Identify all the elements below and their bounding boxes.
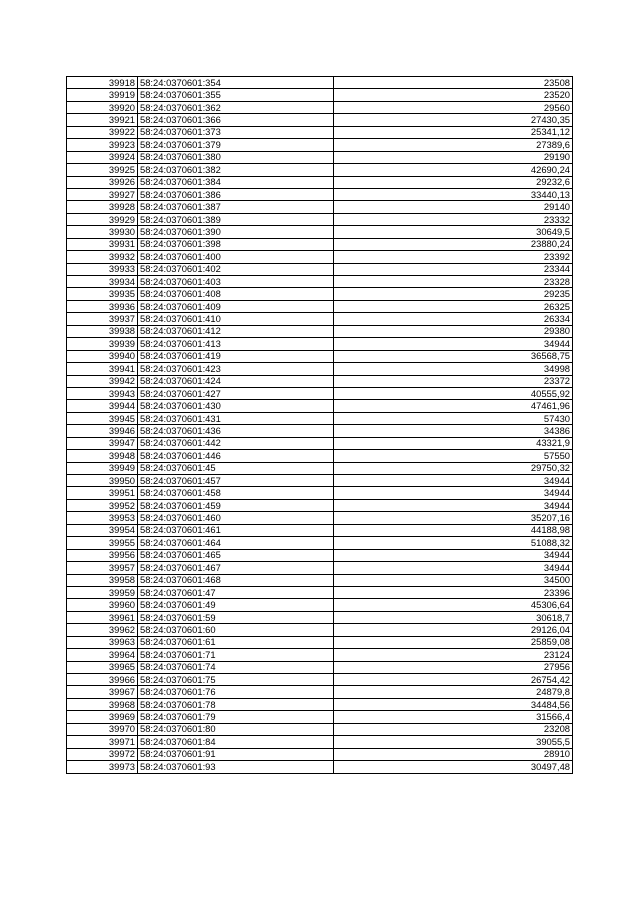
cadastral-number-cell: 58:24:0370601:78 xyxy=(138,698,334,710)
table-row xyxy=(67,400,573,412)
table-row xyxy=(67,188,573,200)
table-row xyxy=(67,524,573,536)
table-row xyxy=(67,387,573,399)
cadastral-value-cell: 26325 xyxy=(334,300,573,312)
cadastral-value-cell: 27430,35 xyxy=(334,114,573,126)
table-row xyxy=(67,686,573,698)
cadastral-value-cell: 51088,32 xyxy=(334,537,573,549)
row-number-cell: 39955 xyxy=(67,537,138,549)
table-row xyxy=(67,238,573,250)
table-row xyxy=(67,226,573,238)
cadastral-number-cell: 58:24:0370601:390 xyxy=(138,226,334,238)
cadastral-number-cell: 58:24:0370601:409 xyxy=(138,300,334,312)
cadastral-value-cell: 34944 xyxy=(334,562,573,574)
table-row xyxy=(67,176,573,188)
cadastral-number-cell: 58:24:0370601:457 xyxy=(138,475,334,487)
row-number-cell: 39966 xyxy=(67,674,138,686)
cadastral-number-cell: 58:24:0370601:61 xyxy=(138,636,334,648)
cadastral-value-cell: 23392 xyxy=(334,251,573,263)
cadastral-number-cell: 58:24:0370601:355 xyxy=(138,89,334,101)
table-row xyxy=(67,624,573,636)
table-row xyxy=(67,723,573,735)
cadastral-value-cell: 31566,4 xyxy=(334,711,573,723)
cadastral-value-cell: 25859,08 xyxy=(334,636,573,648)
cadastral-number-cell: 58:24:0370601:362 xyxy=(138,101,334,113)
cadastral-number-cell: 58:24:0370601:403 xyxy=(138,276,334,288)
cadastral-value-cell: 35207,16 xyxy=(334,512,573,524)
cadastral-value-cell: 34484,56 xyxy=(334,698,573,710)
row-number-cell: 39972 xyxy=(67,748,138,760)
cadastral-number-cell: 58:24:0370601:442 xyxy=(138,437,334,449)
cadastral-value-cell: 42690,24 xyxy=(334,164,573,176)
table-row xyxy=(67,375,573,387)
cadastral-number-cell: 58:24:0370601:400 xyxy=(138,251,334,263)
table-row xyxy=(67,126,573,138)
table-row xyxy=(67,313,573,325)
cadastral-number-cell: 58:24:0370601:408 xyxy=(138,288,334,300)
table-row xyxy=(67,201,573,213)
table-row xyxy=(67,748,573,760)
table-row xyxy=(67,437,573,449)
cadastral-number-cell: 58:24:0370601:465 xyxy=(138,549,334,561)
row-number-cell: 39932 xyxy=(67,251,138,263)
table-row xyxy=(67,251,573,263)
cadastral-value-cell: 33440,13 xyxy=(334,188,573,200)
table-row xyxy=(67,674,573,686)
table-row xyxy=(67,412,573,424)
cadastral-number-cell: 58:24:0370601:430 xyxy=(138,400,334,412)
cadastral-value-cell: 30618,7 xyxy=(334,611,573,623)
row-number-cell: 39969 xyxy=(67,711,138,723)
table-row xyxy=(67,499,573,511)
table-row xyxy=(67,487,573,499)
table-row xyxy=(67,338,573,350)
cadastral-value-cell: 29750,32 xyxy=(334,462,573,474)
cadastral-value-cell: 47461,96 xyxy=(334,400,573,412)
cadastral-value-cell: 23124 xyxy=(334,649,573,661)
cadastral-number-cell: 58:24:0370601:431 xyxy=(138,412,334,424)
cadastral-number-cell: 58:24:0370601:427 xyxy=(138,387,334,399)
table-row xyxy=(67,574,573,586)
row-number-cell: 39948 xyxy=(67,450,138,462)
cadastral-value-cell: 30497,48 xyxy=(334,761,573,773)
cadastral-number-cell: 58:24:0370601:419 xyxy=(138,350,334,362)
row-number-cell: 39961 xyxy=(67,611,138,623)
row-number-cell: 39952 xyxy=(67,499,138,511)
table-row xyxy=(67,363,573,375)
table-row xyxy=(67,325,573,337)
cadastral-number-cell: 58:24:0370601:79 xyxy=(138,711,334,723)
cadastral-number-cell: 58:24:0370601:47 xyxy=(138,586,334,598)
row-number-cell: 39934 xyxy=(67,276,138,288)
cadastral-value-cell: 29380 xyxy=(334,325,573,337)
row-number-cell: 39929 xyxy=(67,213,138,225)
row-number-cell: 39941 xyxy=(67,363,138,375)
cadastral-value-cell: 34944 xyxy=(334,499,573,511)
row-number-cell: 39945 xyxy=(67,412,138,424)
cadastral-value-cell: 34944 xyxy=(334,475,573,487)
row-number-cell: 39944 xyxy=(67,400,138,412)
cadastral-number-cell: 58:24:0370601:464 xyxy=(138,537,334,549)
row-number-cell: 39968 xyxy=(67,698,138,710)
table-row xyxy=(67,586,573,598)
cadastral-number-cell: 58:24:0370601:59 xyxy=(138,611,334,623)
row-number-cell: 39937 xyxy=(67,313,138,325)
cadastral-value-cell: 34944 xyxy=(334,338,573,350)
row-number-cell: 39960 xyxy=(67,599,138,611)
cadastral-value-cell: 23880,24 xyxy=(334,238,573,250)
cadastral-value-cell: 23372 xyxy=(334,375,573,387)
cadastral-number-cell: 58:24:0370601:387 xyxy=(138,201,334,213)
cadastral-number-cell: 58:24:0370601:93 xyxy=(138,761,334,773)
row-number-cell: 39920 xyxy=(67,101,138,113)
cadastral-number-cell: 58:24:0370601:71 xyxy=(138,649,334,661)
table-row xyxy=(67,263,573,275)
cadastral-value-cell: 34944 xyxy=(334,487,573,499)
row-number-cell: 39957 xyxy=(67,562,138,574)
table-row xyxy=(67,288,573,300)
table-row xyxy=(67,101,573,113)
cadastral-value-cell: 39055,5 xyxy=(334,736,573,748)
table-row xyxy=(67,114,573,126)
row-number-cell: 39930 xyxy=(67,226,138,238)
cadastral-value-cell: 34386 xyxy=(334,425,573,437)
row-number-cell: 39939 xyxy=(67,338,138,350)
row-number-cell: 39970 xyxy=(67,723,138,735)
row-number-cell: 39949 xyxy=(67,462,138,474)
row-number-cell: 39925 xyxy=(67,164,138,176)
row-number-cell: 39924 xyxy=(67,151,138,163)
cadastral-number-cell: 58:24:0370601:49 xyxy=(138,599,334,611)
cadastral-value-table xyxy=(66,76,573,774)
cadastral-value-cell: 34998 xyxy=(334,363,573,375)
table-row xyxy=(67,549,573,561)
table-row xyxy=(67,300,573,312)
cadastral-value-cell: 57430 xyxy=(334,412,573,424)
cadastral-value-cell: 23344 xyxy=(334,263,573,275)
cadastral-value-cell: 45306,64 xyxy=(334,599,573,611)
table-row xyxy=(67,562,573,574)
row-number-cell: 39947 xyxy=(67,437,138,449)
cadastral-number-cell: 58:24:0370601:459 xyxy=(138,499,334,511)
row-number-cell: 39950 xyxy=(67,475,138,487)
row-number-cell: 39958 xyxy=(67,574,138,586)
cadastral-value-cell: 30649,5 xyxy=(334,226,573,238)
cadastral-value-cell: 23328 xyxy=(334,276,573,288)
table-row xyxy=(67,736,573,748)
row-number-cell: 39959 xyxy=(67,586,138,598)
cadastral-number-cell: 58:24:0370601:402 xyxy=(138,263,334,275)
cadastral-value-cell: 26334 xyxy=(334,313,573,325)
table-row xyxy=(67,450,573,462)
cadastral-value-cell: 29232,6 xyxy=(334,176,573,188)
table-row xyxy=(67,151,573,163)
table-row xyxy=(67,425,573,437)
cadastral-number-cell: 58:24:0370601:384 xyxy=(138,176,334,188)
table-row xyxy=(67,661,573,673)
row-number-cell: 39927 xyxy=(67,188,138,200)
row-number-cell: 39951 xyxy=(67,487,138,499)
cadastral-value-cell: 28910 xyxy=(334,748,573,760)
row-number-cell: 39973 xyxy=(67,761,138,773)
cadastral-value-cell: 44188,98 xyxy=(334,524,573,536)
row-number-cell: 39967 xyxy=(67,686,138,698)
cadastral-number-cell: 58:24:0370601:80 xyxy=(138,723,334,735)
table-body xyxy=(67,77,573,774)
cadastral-number-cell: 58:24:0370601:380 xyxy=(138,151,334,163)
table-row xyxy=(67,164,573,176)
row-number-cell: 39928 xyxy=(67,201,138,213)
cadastral-value-cell: 25341,12 xyxy=(334,126,573,138)
cadastral-value-cell: 27389,6 xyxy=(334,139,573,151)
row-number-cell: 39935 xyxy=(67,288,138,300)
cadastral-number-cell: 58:24:0370601:91 xyxy=(138,748,334,760)
table-row xyxy=(67,636,573,648)
cadastral-number-cell: 58:24:0370601:366 xyxy=(138,114,334,126)
cadastral-value-cell: 40555,92 xyxy=(334,387,573,399)
cadastral-number-cell: 58:24:0370601:373 xyxy=(138,126,334,138)
cadastral-number-cell: 58:24:0370601:84 xyxy=(138,736,334,748)
row-number-cell: 39933 xyxy=(67,263,138,275)
cadastral-number-cell: 58:24:0370601:45 xyxy=(138,462,334,474)
row-number-cell: 39953 xyxy=(67,512,138,524)
cadastral-value-cell: 43321,9 xyxy=(334,437,573,449)
row-number-cell: 39919 xyxy=(67,89,138,101)
cadastral-number-cell: 58:24:0370601:354 xyxy=(138,77,334,89)
cadastral-number-cell: 58:24:0370601:467 xyxy=(138,562,334,574)
row-number-cell: 39954 xyxy=(67,524,138,536)
table-row xyxy=(67,711,573,723)
table-row xyxy=(67,139,573,151)
table-row xyxy=(67,761,573,773)
table-row xyxy=(67,611,573,623)
cadastral-value-cell: 29560 xyxy=(334,101,573,113)
row-number-cell: 39922 xyxy=(67,126,138,138)
table-row xyxy=(67,462,573,474)
table-row xyxy=(67,89,573,101)
cadastral-number-cell: 58:24:0370601:382 xyxy=(138,164,334,176)
cadastral-value-cell: 29190 xyxy=(334,151,573,163)
row-number-cell: 39962 xyxy=(67,624,138,636)
row-number-cell: 39938 xyxy=(67,325,138,337)
cadastral-number-cell: 58:24:0370601:461 xyxy=(138,524,334,536)
row-number-cell: 39956 xyxy=(67,549,138,561)
cadastral-value-cell: 23520 xyxy=(334,89,573,101)
table-row xyxy=(67,213,573,225)
row-number-cell: 39964 xyxy=(67,649,138,661)
cadastral-number-cell: 58:24:0370601:413 xyxy=(138,338,334,350)
table-row xyxy=(67,77,573,89)
table-row xyxy=(67,512,573,524)
cadastral-value-cell: 27956 xyxy=(334,661,573,673)
cadastral-number-cell: 58:24:0370601:436 xyxy=(138,425,334,437)
cadastral-value-cell: 36568,75 xyxy=(334,350,573,362)
cadastral-number-cell: 58:24:0370601:76 xyxy=(138,686,334,698)
cadastral-number-cell: 58:24:0370601:389 xyxy=(138,213,334,225)
cadastral-value-cell: 23396 xyxy=(334,586,573,598)
row-number-cell: 39931 xyxy=(67,238,138,250)
cadastral-number-cell: 58:24:0370601:460 xyxy=(138,512,334,524)
row-number-cell: 39963 xyxy=(67,636,138,648)
cadastral-number-cell: 58:24:0370601:410 xyxy=(138,313,334,325)
row-number-cell: 39942 xyxy=(67,375,138,387)
cadastral-value-cell: 23508 xyxy=(334,77,573,89)
cadastral-value-cell: 24879,8 xyxy=(334,686,573,698)
cadastral-number-cell: 58:24:0370601:412 xyxy=(138,325,334,337)
cadastral-value-cell: 23332 xyxy=(334,213,573,225)
cadastral-value-cell: 29126,04 xyxy=(334,624,573,636)
cadastral-value-cell: 34500 xyxy=(334,574,573,586)
row-number-cell: 39971 xyxy=(67,736,138,748)
cadastral-value-cell: 26754,42 xyxy=(334,674,573,686)
cadastral-value-cell: 29140 xyxy=(334,201,573,213)
cadastral-number-cell: 58:24:0370601:74 xyxy=(138,661,334,673)
cadastral-number-cell: 58:24:0370601:75 xyxy=(138,674,334,686)
row-number-cell: 39918 xyxy=(67,77,138,89)
cadastral-number-cell: 58:24:0370601:423 xyxy=(138,363,334,375)
cadastral-number-cell: 58:24:0370601:446 xyxy=(138,450,334,462)
cadastral-number-cell: 58:24:0370601:458 xyxy=(138,487,334,499)
cadastral-value-cell: 57550 xyxy=(334,450,573,462)
row-number-cell: 39965 xyxy=(67,661,138,673)
cadastral-number-cell: 58:24:0370601:60 xyxy=(138,624,334,636)
row-number-cell: 39946 xyxy=(67,425,138,437)
cadastral-number-cell: 58:24:0370601:398 xyxy=(138,238,334,250)
cadastral-value-cell: 29235 xyxy=(334,288,573,300)
table-row xyxy=(67,350,573,362)
cadastral-value-cell: 34944 xyxy=(334,549,573,561)
cadastral-number-cell: 58:24:0370601:379 xyxy=(138,139,334,151)
row-number-cell: 39921 xyxy=(67,114,138,126)
table-row xyxy=(67,649,573,661)
row-number-cell: 39940 xyxy=(67,350,138,362)
table-row xyxy=(67,537,573,549)
cadastral-number-cell: 58:24:0370601:468 xyxy=(138,574,334,586)
table-row xyxy=(67,599,573,611)
cadastral-number-cell: 58:24:0370601:386 xyxy=(138,188,334,200)
row-number-cell: 39936 xyxy=(67,300,138,312)
table-row xyxy=(67,475,573,487)
table-row xyxy=(67,276,573,288)
row-number-cell: 39926 xyxy=(67,176,138,188)
row-number-cell: 39943 xyxy=(67,387,138,399)
cadastral-value-cell: 23208 xyxy=(334,723,573,735)
row-number-cell: 39923 xyxy=(67,139,138,151)
cadastral-number-cell: 58:24:0370601:424 xyxy=(138,375,334,387)
table-row xyxy=(67,698,573,710)
